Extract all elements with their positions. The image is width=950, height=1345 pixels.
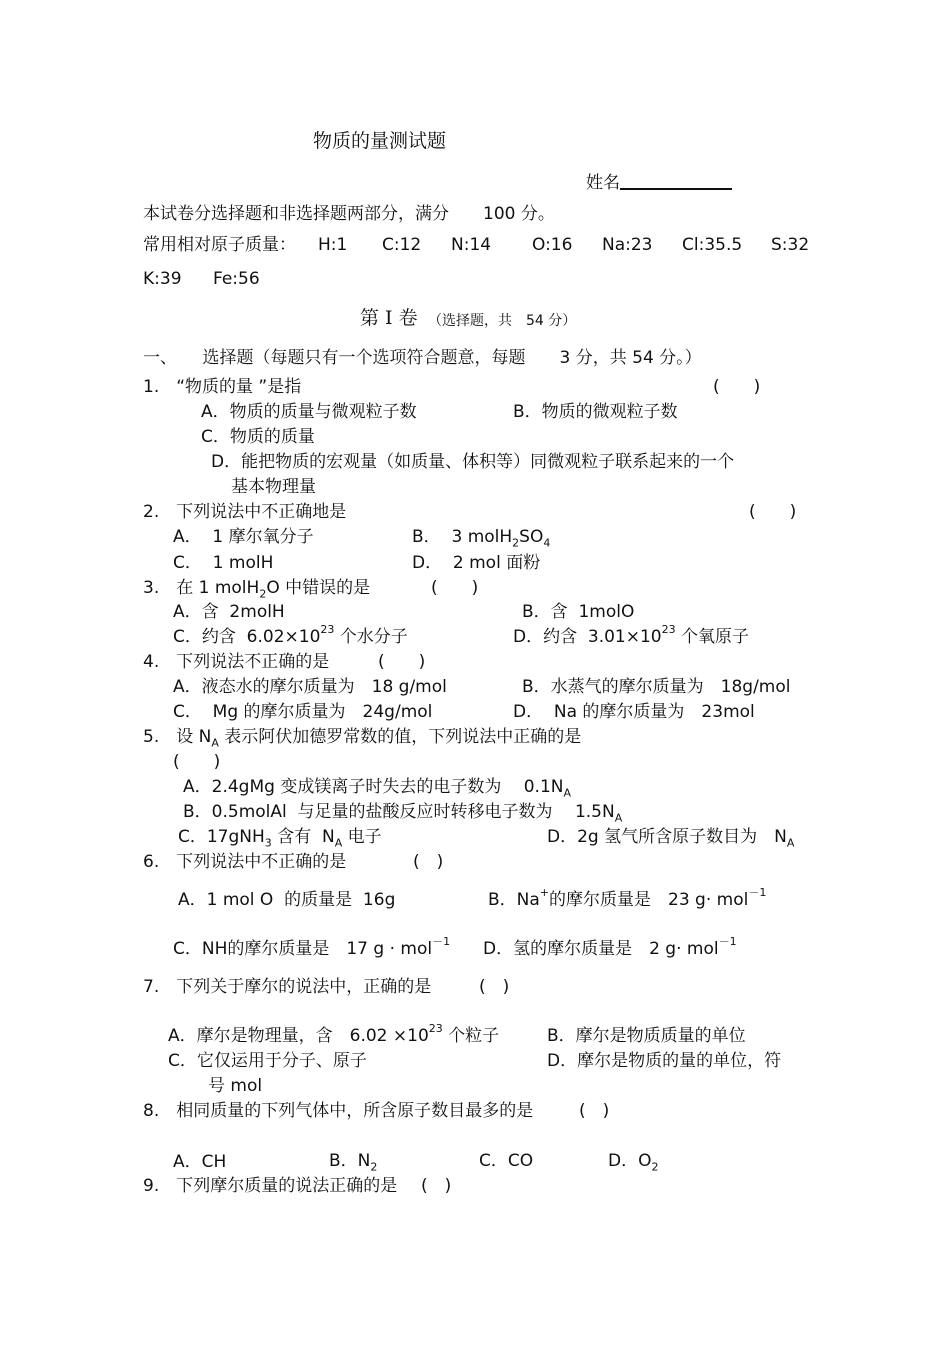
question-7-option-b: B．摩尔是物质质量的单位 bbox=[547, 1026, 746, 1046]
question-2-option-d: D． 2 mol 面粉 bbox=[412, 553, 541, 573]
question-9-stem: 9. 下列摩尔质量的说法正确的是 bbox=[143, 1176, 398, 1196]
question-7-option-c: C．它仅运用于分子、原子 bbox=[168, 1051, 367, 1071]
section-note: （选择题，共 54 分） bbox=[428, 313, 577, 329]
question-6-option-d: D．氢的摩尔质量是 2 g· mol$^{-1}$ bbox=[483, 935, 737, 959]
name-field bbox=[586, 172, 732, 193]
section-title: 第 I 卷 bbox=[360, 307, 418, 329]
question-5-stem: 5. 设 $N_A$ 表示阿伏加德罗常数的值，下列说法中正确的是 bbox=[143, 727, 582, 750]
question-6-answer-paren: ( ) bbox=[413, 852, 444, 872]
question-4-option-c: C． Mg 的摩尔质量为 24g/mol bbox=[173, 702, 433, 722]
atomic-mass-cl: Cl:35.5 bbox=[682, 235, 743, 255]
question-1-option-d-cont: 基本物理量 bbox=[231, 477, 316, 497]
question-2-option-a: A． 1 摩尔氧分子 bbox=[173, 527, 314, 547]
atomic-mass-h: H:1 bbox=[318, 235, 348, 255]
question-3-option-d: D．约含 $3.01\times 10^{23}$ 个氧原子 bbox=[513, 623, 750, 647]
question-7-option-d: D．摩尔是物质的量的单位，符 bbox=[547, 1051, 782, 1071]
name-underline bbox=[620, 172, 732, 190]
atomic-mass-n: N:14 bbox=[451, 235, 492, 255]
question-1-stem: 1. “物质的量 ”是指 bbox=[143, 377, 302, 397]
question-7-option-d-cont: 号 mol bbox=[208, 1076, 263, 1096]
question-1-answer-paren: ( ) bbox=[713, 377, 761, 397]
question-1-option-a: A．物质的质量与微观粒子数 bbox=[201, 402, 417, 422]
atomic-mass-label: 常用相对原子质量： bbox=[143, 235, 296, 255]
question-4-stem: 4. 下列说法不正确的是 bbox=[143, 652, 330, 672]
question-6-option-b: B．Na+的摩尔质量是 23 g· mol$^{-1}$ bbox=[488, 886, 767, 910]
atomic-mass-o: O:16 bbox=[532, 235, 573, 255]
question-8-option-a: A．CH bbox=[173, 1152, 227, 1172]
question-4-option-b: B．水蒸气的摩尔质量为 18g/mol bbox=[522, 677, 791, 697]
atomic-mass-s: S:32 bbox=[771, 235, 810, 255]
question-5-answer-paren: ( ) bbox=[173, 752, 221, 772]
question-6-stem: 6. 下列说法中不正确的是 bbox=[143, 852, 347, 872]
question-6-option-c: C．NH的摩尔质量是 17 g · mol$^{-1}$ bbox=[173, 935, 451, 959]
question-3-answer-paren: ( ) bbox=[431, 578, 479, 598]
question-2-option-c: C． 1 molH bbox=[173, 553, 274, 573]
question-9-answer-paren: ( ) bbox=[421, 1176, 452, 1196]
question-1-option-c: C．物质的质量 bbox=[201, 427, 315, 447]
question-1-option-d: D．能把物质的宏观量（如质量、体积等）同微观粒子联系起来的一个 bbox=[211, 452, 735, 472]
page-title: 物质的量测试题 bbox=[313, 130, 447, 152]
question-1-option-b: B．物质的微观粒子数 bbox=[513, 402, 678, 422]
part-heading: 一、 选择题（每题只有一个选项符合题意，每题 3 分，共 54 分。） bbox=[143, 348, 702, 368]
question-2-option-b: B． 3 $molH_2SO_4$ bbox=[412, 527, 551, 550]
question-2-stem: 2. 下列说法中不正确地是 bbox=[143, 502, 347, 522]
question-3-stem: 3. 在 1 molH$_2$O 中错误的是 bbox=[143, 578, 371, 601]
atomic-mass-fe: Fe:56 bbox=[213, 269, 260, 289]
name-label: 姓名 bbox=[586, 173, 620, 193]
atomic-mass-k: K:39 bbox=[143, 269, 182, 289]
question-4-option-d: D． Na 的摩尔质量为 23mol bbox=[513, 702, 755, 722]
question-8-option-b: B．$N_2$ bbox=[329, 1151, 378, 1174]
question-7-stem: 7. 下列关于摩尔的说法中，正确的是 bbox=[143, 977, 432, 997]
question-6-option-a: A．1 mol O 的质量是 16g bbox=[178, 890, 396, 910]
question-7-option-a: A．摩尔是物理量，含 $6.02 \times 10^{23}$ 个粒子 bbox=[168, 1022, 500, 1046]
question-8-option-d: D．$O_2$ bbox=[608, 1151, 659, 1174]
question-8-option-c: C．CO bbox=[479, 1151, 534, 1171]
question-4-option-a: A．液态水的摩尔质量为 18 g/mol bbox=[173, 677, 447, 697]
question-3-option-a: A．含 2molH bbox=[173, 602, 285, 622]
question-5-option-c: C．17gNH$_3$ 含有 $N_A$ 电子 bbox=[178, 827, 382, 850]
question-4-answer-paren: ( ) bbox=[378, 652, 426, 672]
question-7-answer-paren: ( ) bbox=[479, 977, 510, 997]
question-5-option-b: B．0.5molAl 与足量的盐酸反应时转移电子数为 $1.5N_A$ bbox=[183, 802, 623, 825]
question-3-option-b: B．含 1molO bbox=[522, 602, 635, 622]
atomic-mass-na: Na:23 bbox=[602, 235, 653, 255]
question-8-answer-paren: ( ) bbox=[579, 1101, 610, 1121]
question-5-option-a: A．2.4gMg 变成镁离子时失去的电子数为 $0.1N_A$ bbox=[183, 777, 572, 800]
question-2-answer-paren: ( ) bbox=[749, 502, 797, 522]
question-5-option-d: D．2g 氢气所含原子数目为 $N_A$ bbox=[547, 827, 795, 850]
atomic-mass-c: C:12 bbox=[382, 235, 422, 255]
question-3-option-c: C．约含 $6.02\times 10^{23}$ 个水分子 bbox=[173, 623, 408, 647]
question-8-stem: 8. 相同质量的下列气体中，所含原子数目最多的是 bbox=[143, 1101, 534, 1121]
intro-text: 本试卷分选择题和非选择题两部分，满分 100 分。 bbox=[143, 204, 555, 224]
